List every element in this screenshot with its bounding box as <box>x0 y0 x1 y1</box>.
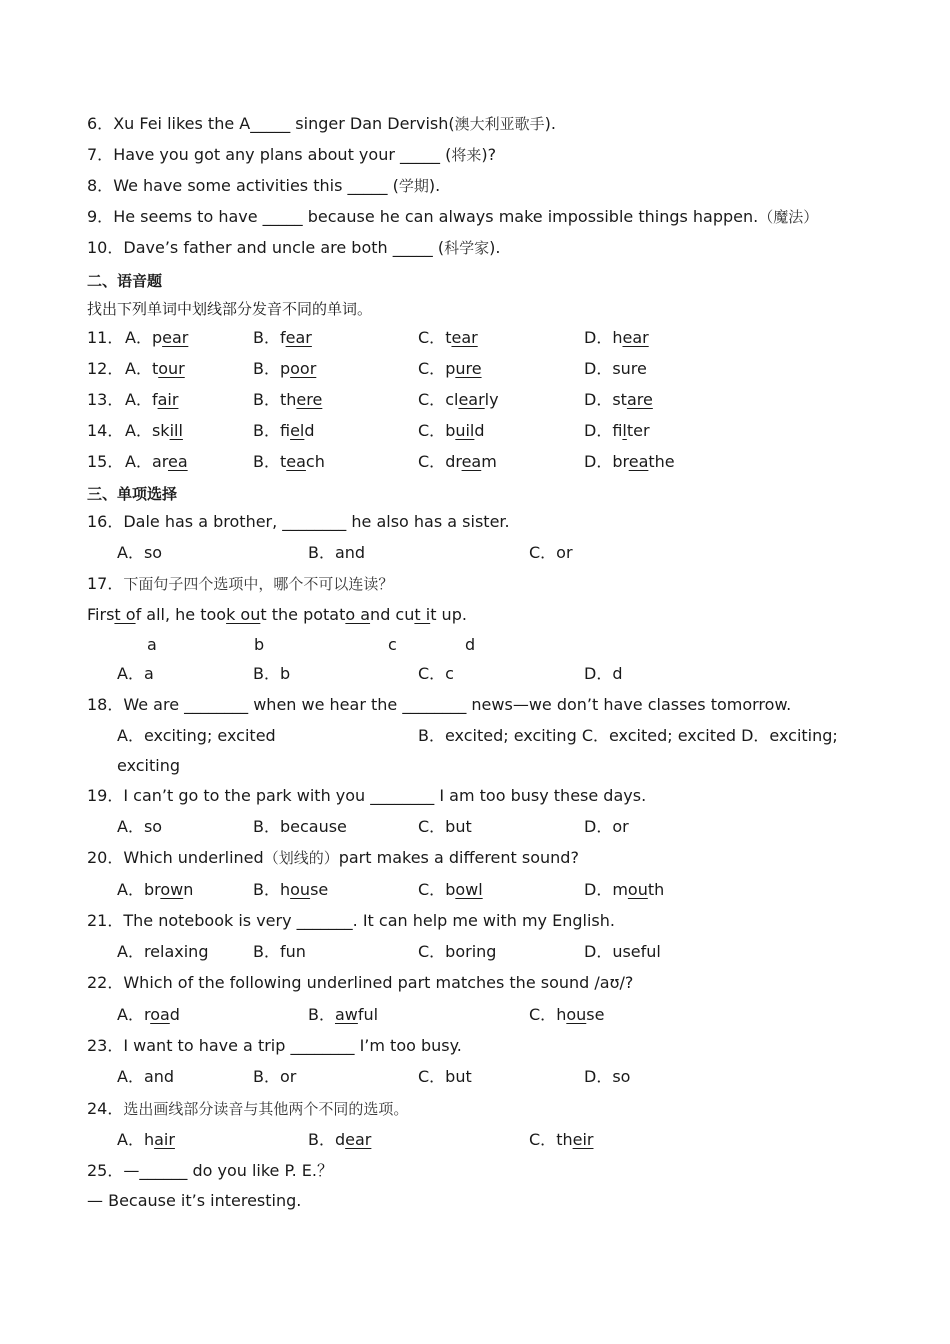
option-d[interactable]: D．hear <box>584 328 649 347</box>
option-c[interactable]: C．dream <box>418 452 497 471</box>
option-d[interactable]: D．mouth <box>584 880 665 899</box>
q17-sentence: First of all, he took out the potato and cut it up. <box>87 605 467 624</box>
q-text: 下面句子四个选项中，哪个不可以连读？ <box>123 575 394 593</box>
option-a[interactable]: A．brown <box>117 880 194 899</box>
q-text: )? <box>481 145 497 164</box>
option-c[interactable]: C．their <box>529 1130 594 1149</box>
option-b[interactable]: B．because <box>253 817 347 836</box>
q-num: 17． <box>87 574 124 593</box>
option-a[interactable]: A．road <box>117 1005 180 1024</box>
option-d[interactable]: D．or <box>584 817 629 836</box>
question-6 <box>87 114 556 134</box>
option-d[interactable]: D．stare <box>584 390 653 409</box>
option-a[interactable]: A．relaxing <box>117 942 209 961</box>
option-d-cont: exciting <box>117 756 181 775</box>
label-c: c <box>388 635 397 654</box>
option-a[interactable]: A．and <box>117 1067 175 1086</box>
question-14-num: 14． <box>87 421 124 440</box>
question-9 <box>87 207 818 227</box>
option-c[interactable]: C．build <box>418 421 485 440</box>
option-d[interactable]: D．breathe <box>584 452 675 471</box>
q-text: ). <box>544 114 556 133</box>
label-b: b <box>254 635 265 654</box>
question-16: 16．Dale has a brother, ________ he also has a sister. <box>87 512 510 531</box>
question-18: 18．We are ________ when we hear the ________ news—we don’t have classes tomorrow. <box>87 695 792 714</box>
q-num: 8． <box>87 176 114 195</box>
option-a[interactable]: A．exciting; excited <box>117 726 276 745</box>
q-text: He seems to have _____ because he can always make impossible things happen. <box>113 207 759 226</box>
option-b[interactable]: B．poor <box>253 359 317 378</box>
label-a: a <box>147 635 157 654</box>
q-hint: （魔法） <box>758 208 819 226</box>
q-num: 6． <box>87 114 114 133</box>
option-d[interactable]: D．so <box>584 1067 631 1086</box>
option-c[interactable]: C．boring <box>418 942 497 961</box>
q25-answer: — Because it’s interesting. <box>87 1191 302 1210</box>
option-b[interactable]: B．awful <box>308 1005 379 1024</box>
option-a[interactable]: A．so <box>117 543 163 562</box>
question-8 <box>87 176 440 196</box>
question-23: 23．I want to have a trip ________ I’m too busy. <box>87 1036 462 1055</box>
section-title-phonetics: 二、语音题 <box>87 272 163 290</box>
question-12-num: 12． <box>87 359 124 378</box>
option-c[interactable]: C．but <box>418 1067 472 1086</box>
question-24: 24．选出画线部分读音与其他两个不同的选项。 <box>87 1099 409 1118</box>
question-13-num: 13． <box>87 390 124 409</box>
option-b[interactable]: B．fun <box>253 942 306 961</box>
section-instruction: 找出下列单词中划线部分发音不同的单词。 <box>87 300 373 318</box>
q-text: ). <box>428 176 441 195</box>
option-d[interactable]: D．d <box>584 664 623 683</box>
option-d[interactable]: D．useful <box>584 942 661 961</box>
q-text: We have some activities this _____ ( <box>113 176 399 195</box>
option-a[interactable]: A．hair <box>117 1130 175 1149</box>
option-b[interactable]: B．or <box>253 1067 297 1086</box>
q-text: ). <box>489 238 501 257</box>
option-c[interactable]: C．pure <box>418 359 482 378</box>
option-b[interactable]: B．and <box>308 543 366 562</box>
q-hint: 学期 <box>398 177 429 195</box>
option-a[interactable]: A．pear <box>125 328 189 347</box>
q-num: 10． <box>87 238 124 257</box>
option-a[interactable]: A．fair <box>125 390 179 409</box>
q-text: Dave’s father and uncle are both _____ ( <box>123 238 445 257</box>
option-b[interactable]: B．there <box>253 390 323 409</box>
q-hint: 科学家 <box>444 239 490 257</box>
option-a[interactable]: A．tour <box>125 359 185 378</box>
q-text: Have you got any plans about your _____ ( <box>113 145 452 164</box>
question-19: 19．I can’t go to the park with you ________ I am too busy these days. <box>87 786 647 805</box>
q-hint: 将来 <box>451 146 482 164</box>
label-d: d <box>465 635 476 654</box>
section-title-single-choice: 三、单项选择 <box>87 485 178 503</box>
question-21: 21．The notebook is very _______. It can help me with my English. <box>87 911 615 930</box>
option-a[interactable]: A．so <box>117 817 163 836</box>
option-d[interactable]: D．filter <box>584 421 650 440</box>
option-b[interactable]: B．fear <box>253 328 312 347</box>
option-b[interactable]: B．house <box>253 880 329 899</box>
question-17 <box>87 574 393 594</box>
option-a[interactable]: A．area <box>125 452 188 471</box>
option-c[interactable]: C．house <box>529 1005 605 1024</box>
q-hint: 澳大利亚歌手 <box>454 115 545 133</box>
question-20: 20．Which underlined（划线的）part makes a different sound? <box>87 848 579 867</box>
option-c[interactable]: C．clearly <box>418 390 499 409</box>
option-c[interactable]: C．or <box>529 543 573 562</box>
option-b[interactable]: B．dear <box>308 1130 372 1149</box>
question-15-num: 15． <box>87 452 124 471</box>
question-7 <box>87 145 496 165</box>
option-b[interactable]: B．teach <box>253 452 325 471</box>
q-text: Xu Fei likes the A_____ singer Dan Dervish( <box>113 114 455 133</box>
q-num: 9． <box>87 207 114 226</box>
option-a[interactable]: A．skill <box>125 421 183 440</box>
q-num: 7． <box>87 145 114 164</box>
option-c[interactable]: C．tear <box>418 328 478 347</box>
option-b[interactable]: B．b <box>253 664 291 683</box>
question-10 <box>87 238 500 258</box>
question-22: 22．Which of the following underlined part matches the sound /aʊ/? <box>87 973 634 992</box>
option-a[interactable]: A．a <box>117 664 154 683</box>
option-c[interactable]: C．but <box>418 817 472 836</box>
options-bcd[interactable]: B．excited; exciting C．excited; excited D．exciting; <box>418 726 838 745</box>
question-11-num: 11． <box>87 328 124 347</box>
option-c[interactable]: C．c <box>418 664 454 683</box>
option-c[interactable]: C．bowl <box>418 880 483 899</box>
option-d[interactable]: D．sure <box>584 359 647 378</box>
question-25: 25．—______ do you like P. E.？ <box>87 1161 334 1180</box>
option-b[interactable]: B．field <box>253 421 315 440</box>
